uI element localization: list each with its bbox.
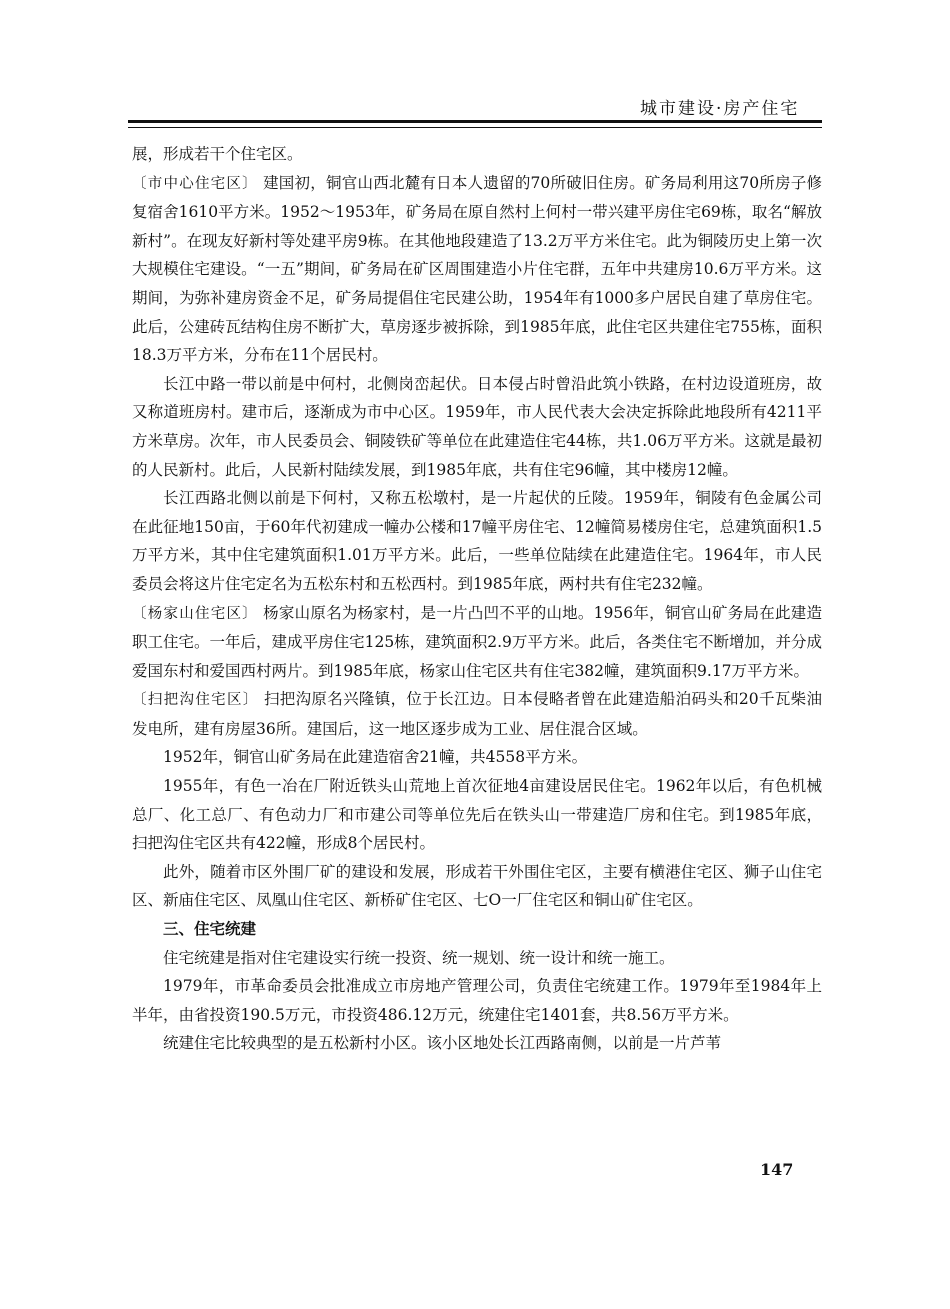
page-number: 147 [760,1160,794,1179]
subheading-saobagou: 〔扫把沟住宅区〕 [132,692,259,709]
paragraph: 1979年，市革命委员会批准成立市房地产管理公司，负责住宅统建工作。1979年至1984年上半年，由省投资190.5万元，市投资486.12万元，统建住宅1401套，共8.56万平方米。 [132,977,822,1024]
paragraph-text: 杨家山原名为杨家村，是一片凸凹不平的山地。1956年，铜官山矿务局在此建造职工住宅。一年后，建成平房住宅125栋，建筑面积2.9万平方米。此后，各类住宅不断增加，并分成爱国东村和爱国西村两片。到1985年底，杨家山住宅区共有住宅382幢，建筑面积9.17万平方米。 [132,603,823,680]
running-header-title: 城市建设·房产住宅 [640,99,800,119]
paragraph-saobagou [132,685,822,743]
paragraph: 统建住宅比较典型的是五松新村小区。该小区地处长江西路南侧，以前是一片芦苇 [163,1034,722,1053]
paragraph: 1955年，有色一冶在厂附近铁头山荒地上首次征地4亩建设居民住宅。1962年以后，有色机械总厂、化工总厂、有色动力厂和市建公司等单位先后在铁头山一带建造厂房和住宅。到1985年底，扫把沟住宅区共有422幢，形成8个居民村。 [132,777,822,853]
paragraph: 此外，随着市区外围厂矿的建设和发展，形成若干外围住宅区，主要有横港住宅区、狮子山住宅区、新庙住宅区、凤凰山住宅区、新桥矿住宅区、七O一厂住宅区和铜山矿住宅区。 [132,862,822,910]
subheading-yangjiashan: 〔杨家山住宅区〕 [132,605,258,622]
paragraph-text: 扫把沟原名兴隆镇，位于长江边。日本侵略者曾在此建造船泊码头和20千瓦柴油发电所，建有房屋36所。建国后，这一地区逐步成为工业、居住混合区域。 [132,690,822,738]
subheading-city-center: 〔市中心住宅区〕 [132,175,258,192]
paragraph: 长江西路北侧以前是下何村，又称五松墩村，是一片起伏的丘陵。1959年，铜陵有色金属公司在此征地150亩，于60年代初建成一幢办公楼和17幢平房住宅、12幢简易楼房住宅，总建筑面积1.5万平方米，其中住宅建筑面积1.01万平方米。此后，一些单位陆续在此建造住宅。1964年，市人民委员会将这片住宅定名为五松东村和五松西村。到1985年底，两村共有住宅232幢。 [132,489,822,593]
header-rule-thin [128,127,822,128]
paragraph-yangjiashan [132,599,822,686]
section-heading: 三、住宅统建 [163,920,257,939]
paragraph: 长江中路一带以前是中何村，北侧岗峦起伏。日本侵占时曾沿此筑小铁路，在村边设道班房，故又称道班房村。建市后，逐渐成为市中心区。1959年，市人民代表大会决定拆除此地段所有4211平方米草房。次年，市人民委员会、铜陵铁矿等单位在此建造住宅44栋，共1.06万平方米。这就是最初的人民新村。此后，人民新村陆续发展，到1985年底，共有住宅96幢，其中楼房12幢。 [132,374,822,479]
paragraph: 展，形成若干个住宅区。 [132,145,303,163]
paragraph: 1952年，铜官山矿务局在此建造宿舍21幢，共4558平方米。 [163,748,588,767]
paragraph: 住宅统建是指对住宅建设实行统一投资、统一规划、统一设计和统一施工。 [163,948,675,967]
paragraph-text: 建国初，铜官山西北麓有日本人遗留的70所破旧住房。矿务局利用这70所房子修复宿舍1610平方米。1952～1953年，矿务局在原自然村上何村一带兴建平房住宅69栋，取名“解放新村”。在现友好新村等处建平房9栋。在其他地段建造了13.2万平方米住宅。此为铜陵历史上第一次大规模住宅建设。“一五”期间，矿务局在矿区周围建造小片住宅群，五年中共建房10.6万平方米。这期间，为弥补建房资金不足，矿务局提倡住宅民建公助，1954年有1000多户居民自建了草房住宅。此后，公建砖瓦结构住房不断扩大，草房逐步被拆除，到1985年底，此住宅区共建住宅755栋，面积18.3万平方米，分布在11个居民村。 [132,173,823,365]
header-rule-thick [128,120,822,123]
paragraph-city-center [132,169,822,370]
page-body [132,140,822,1058]
